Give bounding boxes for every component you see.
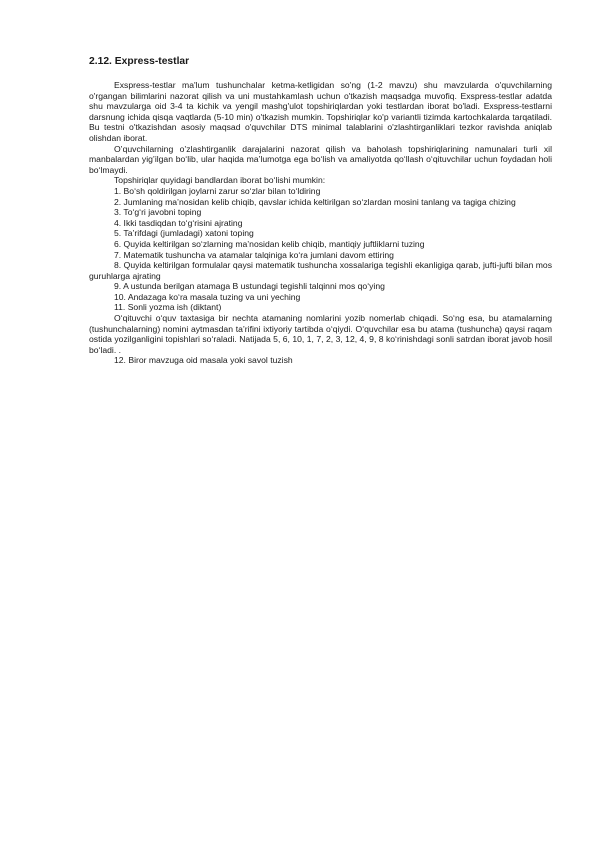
list-item: 4. Ikki tasdiqdan to‘g‘risini ajrating xyxy=(114,217,243,228)
second-paragraph: O’quvchilarning o’zlashtirganlik darajalarini nazorat qilish va baholash topshiriqlarining namunalari turli xil manbalardan yig’ilgan bo‘lib, ular haqida ma’lumotga ega bo‘lish va amaliyotda qo‘llash o‘qituvchilar uchun foydadan holi bo‘lmaydi. xyxy=(89,143,552,175)
list-item: 6. Quyida keltirilgan so‘zlarning ma’nosidan kelib chiqib, mantiqiy juftliklarni tuzing xyxy=(114,238,425,249)
list-item: 5. Ta’rifdagi (jumladagi) xatoni toping xyxy=(114,228,254,239)
list-item: 1. Bo‘sh qoldirilgan joylarni zarur so‘zlar bilan to‘ldiring xyxy=(114,185,321,196)
list-item: 12. Biror mavzuga oid masala yoki savol tuzish xyxy=(114,355,293,366)
list-item: 9. A ustunda berilgan atamaga B ustundagi tegishli talqinni mos qo‘ying xyxy=(114,281,385,292)
list-item: 8. Quyida keltirilgan formulalar qaysi matematik tushuncha xossalariga tegishli ekanligiga qarab, jufti-jufti bilan mos guruhlarga ajrating xyxy=(89,260,552,281)
list-item: 11. Sonli yozma ish (diktant) xyxy=(114,302,222,313)
list-item-description: O‘qituvchi o‘quv taxtasiga bir nechta atamaning nomlarini yozib nomerlab chiqadi. So‘ng esa, bu atamalarning (tushunchalarning) nomini aytmasdan ta’rifini ixtiyoriy tartibda o‘qiydi. O‘quvchilar esa bu atama (tushuncha) qaysi raqam ostida yozilganligini topishlari so‘raladi. Natijada 5, 6, 10, 1, 7, 2, 3, 12, 4, 9, 8 ko‘rinishdagi sonli satrdan iborat javob hosil bo‘ladi. . xyxy=(89,313,552,355)
list-item: 10. Andazaga ko‘ra masala tuzing va uni yeching xyxy=(114,291,301,302)
list-item: 2. Jumlaning ma’nosidan kelib chiqib, qavslar ichida keltirilgan so‘zlardan mosini tanlang va tagiga chizing xyxy=(114,196,516,207)
section-heading: 2.12. Express-testlar xyxy=(89,56,190,67)
list-intro-paragraph: Topshiriqlar quyidagi bandlardan iborat bo‘lishi mumkin: xyxy=(114,175,326,186)
list-item: 3. To‘g‘ri javobni toping xyxy=(114,207,202,218)
page-content xyxy=(89,56,552,366)
list-item: 7. Matematik tushuncha va atamalar talqiniga ko‘ra jumlani davom ettiring xyxy=(114,249,394,260)
intro-paragraph: Exspress-testlar ma'lum tushunchalar ketma-ketligidan so'ng (1-2 mavzu) shu mavzularda o'quvchilarning o'rgangan bilimlarini nazorat qilish va uni mustahkamlash uchun o'tkazish maqsadga muvofiq. Exspress-testlar adatda shu mavzularga oid 3-4 ta kichik va yengil mashg'ulot topshiriqlardan yoki testlardan iborat bo'ladi. Exspress-testlarni darsnung ichida qisqa vaqtlarda (5-10 min) o'tkazish mumkin. Topshiriqlar ko'p variantli tizimda kartochkalarda tarqatiladi. Bu testni o'tkazishdan asosiy maqsad o'quvchilar DTS minimal talablarini o'zlashtirganliklari tezkor ravishda aniqlab olishdan iborat. xyxy=(89,80,552,143)
